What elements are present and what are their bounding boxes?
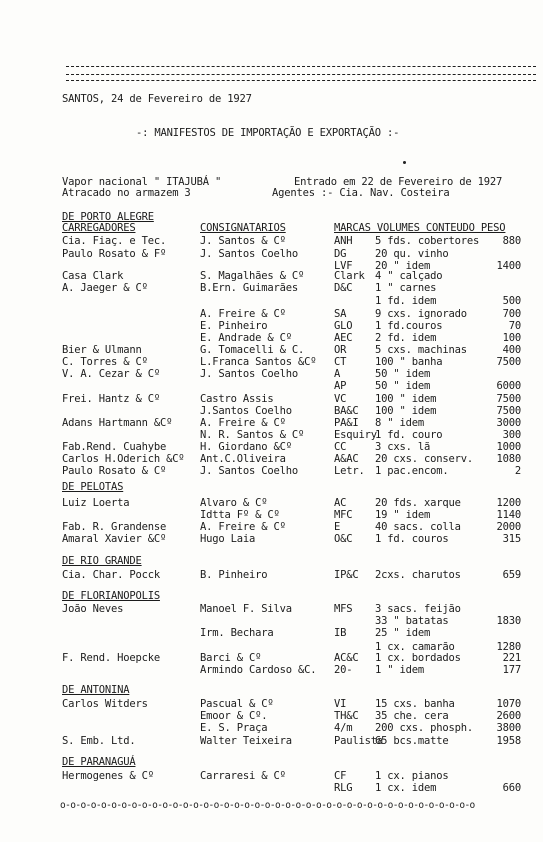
volume-content-cell: 1 cx. pianos [375,770,449,782]
mark-cell: IB [334,627,347,639]
mark-cell: O&C [334,533,353,545]
volume-content-cell: 50 " idem [375,368,431,380]
consignee-cell: J.Santos Coelho [200,405,292,417]
volume-content-cell: 33 " batatas [375,615,449,627]
consignee-cell: Castro Assis [200,393,274,405]
mark-cell: VI [334,698,347,710]
weight-cell: 7500 [496,356,521,368]
consignee-cell: J. Santos Coelho [200,248,298,260]
mark-cell: CC [334,441,347,453]
mark-cell: CT [334,356,347,368]
weight-cell: 660 [502,782,521,794]
mark-cell: 4/m [334,722,353,734]
consignee-cell: Armindo Cardoso &C. [200,664,317,676]
weight-cell: 1140 [496,509,521,521]
mark-cell: RLG [334,782,353,794]
volume-content-cell: 1 pac.encom. [375,465,449,477]
shipper-cell: Cia. Fiaç. e Tec. [62,235,167,247]
shipper-cell: Luiz Loerta [62,497,130,509]
mark-cell: VC [334,393,347,405]
top-rule-1 [66,66,536,67]
volume-content-cell: 40 sacs. colla [375,521,461,533]
weight-cell: 1280 [496,641,521,653]
volume-content-cell: 50 " idem [375,380,431,392]
mark-cell: Esquiry [334,429,377,441]
weight-cell: 6000 [496,380,521,392]
volume-content-cell: 1 fd.couros [375,320,443,332]
weight-cell: 1830 [496,615,521,627]
weight-cell: 315 [502,533,521,545]
shipper-cell: C. Torres & Cº [62,356,148,368]
weight-cell: 500 [502,295,521,307]
column-carregadores: CARREGADORES [62,222,136,234]
mark-cell: SA [334,308,347,320]
shipper-cell: Adans Hartmann &Cº [62,417,173,429]
volume-content-cell: 1 fd. couros [375,533,449,545]
shipper-cell: Carlos Witders [62,698,148,710]
mark-cell: E [334,521,341,533]
consignee-cell: B. Pinheiro [200,569,268,581]
mark-cell: IP&C [334,569,359,581]
consignee-cell: Pascual & Cº [200,698,274,710]
section-antonina: DE ANTONINA [62,684,130,696]
consignee-cell: Carraresi & Cº [200,770,286,782]
volume-content-cell: 1 cx. bordados [375,652,461,664]
consignee-cell: A. Freire & Cº [200,417,286,429]
mark-cell: Clark [334,270,365,282]
shipper-cell: Bier & Ulmann [62,344,142,356]
weight-cell: 400 [502,344,521,356]
consignee-cell: L.Franca Santos &Cº [200,356,317,368]
shipper-cell: Cia. Char. Pocck [62,569,160,581]
weight-cell: 3800 [496,722,521,734]
weight-cell: 1070 [496,698,521,710]
mark-cell: Paulista [334,735,383,747]
volume-content-cell: 100 " idem [375,405,437,417]
consignee-cell: Alvaro & Cº [200,497,268,509]
section-pelotas: DE PELOTAS [62,481,124,493]
consignee-cell: Hugo Laia [200,533,256,545]
weight-cell: 1958 [496,735,521,747]
volume-content-cell: 1 cx. idem [375,782,437,794]
volume-content-cell: 5 fds. cobertores [375,235,480,247]
consignee-cell: B.Ern. Guimarães [200,282,298,294]
top-rule-2 [66,74,536,75]
shipper-cell: A. Jaeger & Cº [62,282,148,294]
shipper-cell: Hermogenes & Cº [62,770,154,782]
consignee-cell: A. Freire & Cº [200,521,286,533]
volume-content-cell: 1 fd. couro [375,429,443,441]
volume-content-cell: 200 cxs. phosph. [375,722,473,734]
mark-cell: AP [334,380,347,392]
volume-content-cell: 1 fd. idem [375,295,437,307]
mark-cell: DG [334,248,347,260]
shipper-cell: Fab.Rend. Cuahybe [62,441,167,453]
volume-content-cell: 2cxs. charutos [375,569,461,581]
consignee-cell: N. R. Santos & Cº [200,429,305,441]
volume-content-cell: 1 " carnes [375,282,437,294]
mark-cell: A [334,368,341,380]
weight-cell: 2 [514,465,521,477]
mark-cell: AEC [334,332,353,344]
consignee-cell: J. Santos Coelho [200,465,298,477]
consignee-cell: E. Pinheiro [200,320,268,332]
weight-cell: 1400 [496,260,521,272]
section-florianopolis: DE FLORIANOPOLIS [62,590,160,602]
volume-content-cell: 100 " idem [375,393,437,405]
volume-content-cell: 4 " calçado [375,270,443,282]
section-paranagua: DE PARANAGUÁ [62,756,136,768]
shipper-cell: Paulo Rosato & Fº [62,248,167,260]
consignee-cell: Ant.C.Oliveira [200,453,286,465]
mark-cell: A&AC [334,453,359,465]
mark-cell: 20- [334,664,353,676]
weight-cell: 880 [502,235,521,247]
consignee-cell: Irm. Bechara [200,627,274,639]
weight-cell: 1080 [496,453,521,465]
volume-content-cell: 20 qu. vinho [375,248,449,260]
mark-cell: TH&C [334,710,359,722]
weight-cell: 1000 [496,441,521,453]
weight-cell: 221 [502,652,521,664]
volume-content-cell: 1 " idem [375,664,424,676]
footer-rule: o-o-o-o-o-o-o-o-o-o-o-o-o-o-o-o-o-o-o-o-o-o-o-o-o-o-o-o-o-o-o-o-o-o-o-o-o-o-o-o-o [60,800,475,811]
consignee-cell: E. Andrade & Cº [200,332,292,344]
mark-cell: BA&C [334,405,359,417]
volume-content-cell: 5 cxs. machinas [375,344,467,356]
weight-cell: 700 [502,308,521,320]
mark-cell: ANH [334,235,353,247]
consignee-cell: G. Tomacelli & C. [200,344,305,356]
date-line: SANTOS, 24 de Fevereiro de 1927 [62,93,252,105]
mark-cell: GLO [334,320,353,332]
top-rule-3 [66,80,536,81]
consignee-cell: A. Freire & Cº [200,308,286,320]
mark-cell: D&C [334,282,353,294]
volume-content-cell: 20 " idem [375,260,431,272]
weight-cell: 3000 [496,417,521,429]
mark-cell: AC [334,497,347,509]
mark-cell: Letr. [334,465,365,477]
consignee-cell: Idtta Fº & Cº [200,509,280,521]
consignee-cell: H. Giordano &Cº [200,441,292,453]
section-porto-alegre: DE PORTO ALEGRE [62,211,154,223]
shipper-cell: S. Emb. Ltd. [62,735,136,747]
weight-cell: 1200 [496,497,521,509]
volume-content-cell: 35 che. cera [375,710,449,722]
document-title: -: MANIFESTOS DE IMPORTAÇÃO E EXPORTAÇÃO :- [136,127,400,139]
mark-cell: MFS [334,603,353,615]
consignee-cell: S. Magalhães & Cº [200,270,305,282]
shipper-cell: Carlos H.Oderich &Cº [62,453,185,465]
volume-content-cell: 3 cxs. lã [375,441,431,453]
volume-content-cell: 15 cxs. banha [375,698,455,710]
column-consignatarios: CONSIGNATARIOS [200,222,286,234]
weight-cell: 7500 [496,393,521,405]
weight-cell: 659 [502,569,521,581]
consignee-cell: Manoel F. Silva [200,603,292,615]
volume-content-cell: 20 fds. xarque [375,497,461,509]
volume-content-cell: 1 cx. camarão [375,641,455,653]
shipper-cell: Fab. R. Grandense [62,521,167,533]
volume-content-cell: 19 " idem [375,509,431,521]
weight-cell: 2000 [496,521,521,533]
volume-content-cell: 20 cxs. conserv. [375,453,473,465]
consignee-cell: J. Santos Coelho [200,368,298,380]
shipper-cell: Frei. Hantz & Cº [62,393,160,405]
volume-content-cell: 100 " banha [375,356,443,368]
volume-content-cell: 3 sacs. feijão [375,603,461,615]
mark-cell: MFC [334,509,353,521]
volume-content-cell: 8 " idem [375,417,424,429]
weight-cell: 177 [502,664,521,676]
berth: Atracado no armazem 3 [62,187,191,199]
shipper-cell: João Neves [62,603,124,615]
shipper-cell: Casa Clark [62,270,124,282]
consignee-cell: Walter Teixeira [200,735,292,747]
mark-cell: AC&C [334,652,359,664]
mark-cell: CF [334,770,347,782]
shipper-cell: V. A. Cezar & Cº [62,368,160,380]
weight-cell: 70 [508,320,521,332]
mark-cell: LVF [334,260,353,272]
mark-cell: OR [334,344,347,356]
volume-content-cell: 65 bcs.matte [375,735,449,747]
vessel-name: Vapor nacional " ITAJUBÁ " [62,176,222,188]
shipper-cell: Paulo Rosato & Cº [62,465,167,477]
column-marcas: MARCAS VOLUMES CONTEUDO PESO [334,222,506,234]
weight-cell: 100 [502,332,521,344]
stray-mark [403,161,406,164]
shipper-cell: F. Rend. Hoepcke [62,652,160,664]
consignee-cell: J. Santos & Cº [200,235,286,247]
weight-cell: 2600 [496,710,521,722]
consignee-cell: Barci & Cº [200,652,262,664]
mark-cell: PA&I [334,417,359,429]
volume-content-cell: 2 fd. idem [375,332,437,344]
volume-content-cell: 9 cxs. ignorado [375,308,467,320]
agents: Agentes :- Cia. Nav. Costeira [272,187,450,199]
arrival-date: Entrado em 22 de Fevereiro de 1927 [294,176,503,188]
consignee-cell: E. S. Praça [200,722,268,734]
shipper-cell: Amaral Xavier &Cº [62,533,167,545]
section-rio-grande: DE RIO GRANDE [62,555,142,567]
volume-content-cell: 25 " idem [375,627,431,639]
weight-cell: 300 [502,429,521,441]
consignee-cell: Emoor & Cº. [200,710,268,722]
weight-cell: 7500 [496,405,521,417]
